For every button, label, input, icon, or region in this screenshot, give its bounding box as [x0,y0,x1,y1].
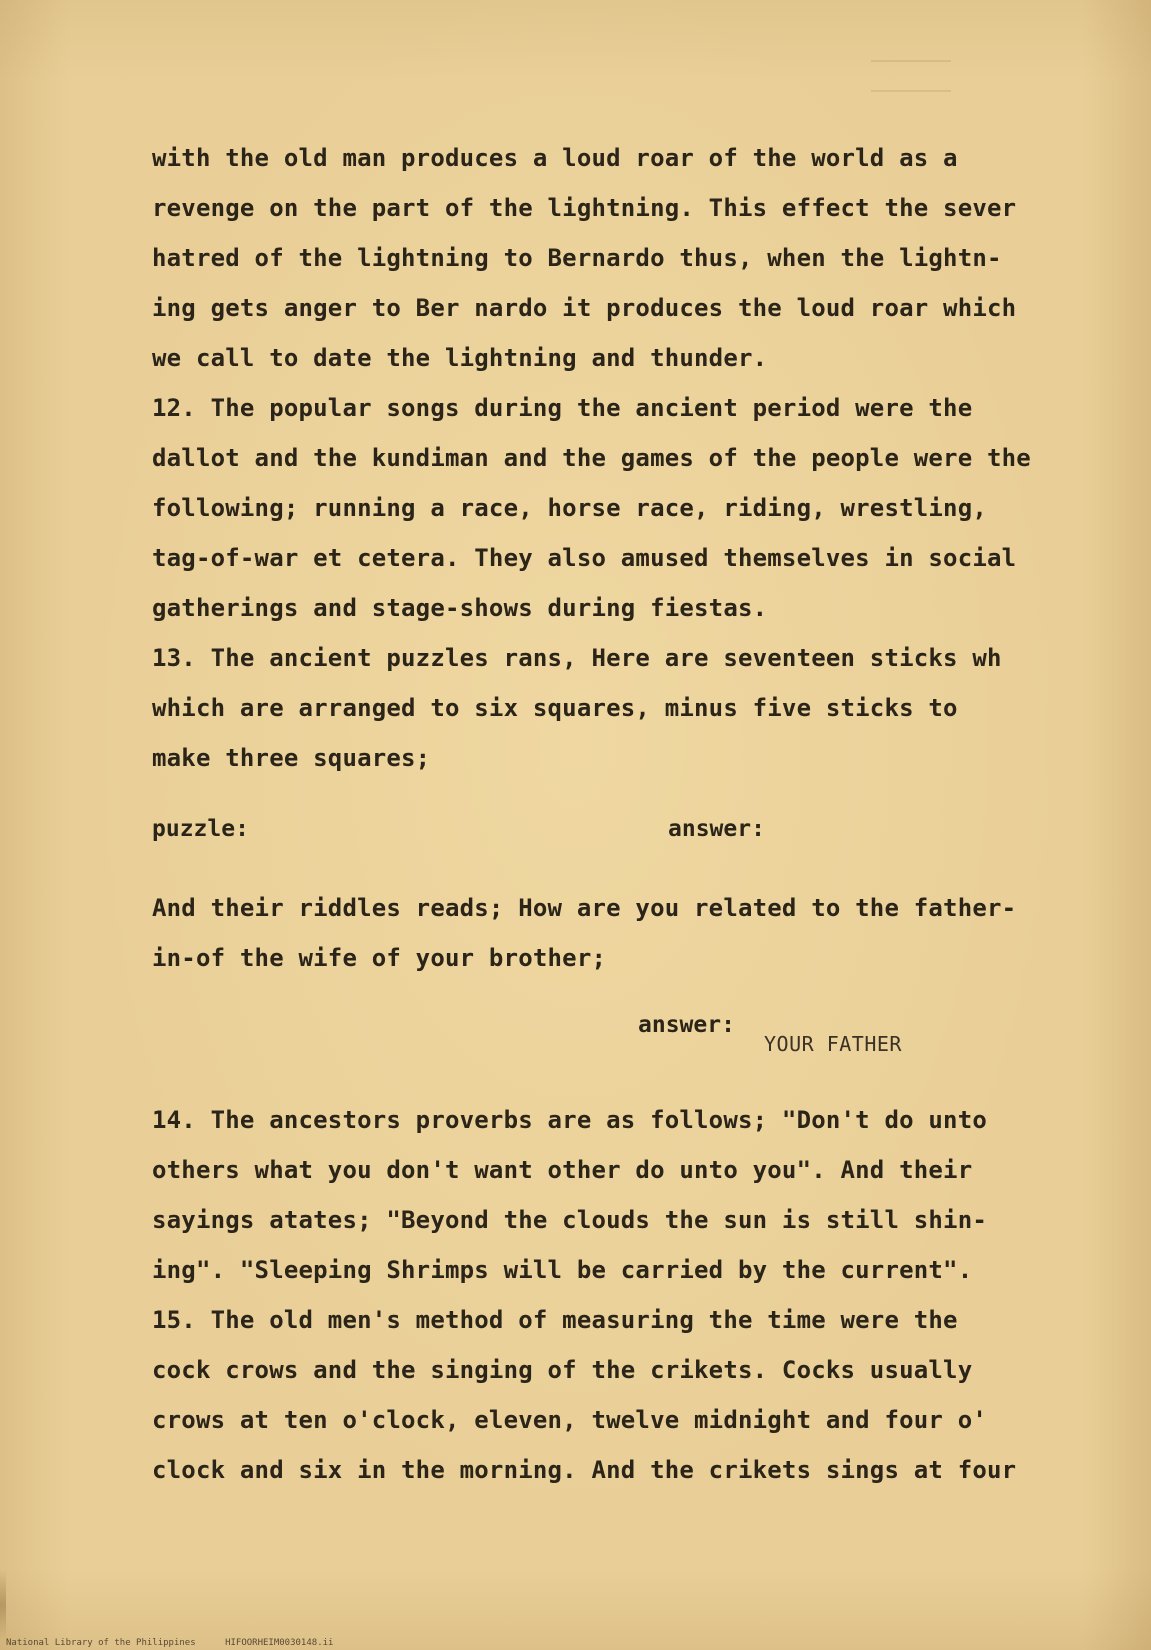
text-line: ing gets anger to Ber nardo it produces the loud roar which [152,294,1017,322]
text-line: sayings atates; "Beyond the clouds the sun is still shin- [152,1206,988,1234]
text-line: clock and six in the morning. And the crikets sings at four [152,1456,1017,1484]
riddle-line: And their riddles reads; How are you related to the father- [152,894,1017,922]
text-line: 15. The old men's method of measuring the time were the [152,1306,958,1334]
riddle-line: in-of the wife of your brother; [152,944,607,972]
footer-code: HIFOORHEIM0030148.ii [225,1638,334,1648]
text-line: which are arranged to six squares, minus five sticks to [152,694,958,722]
bleed-through-mark [871,60,951,92]
text-line: 14. The ancestors proverbs are as follows; "Don't do unto [152,1106,988,1134]
text-line: dallot and the kundiman and the games of the people were the [152,444,1031,472]
text-line: make three squares; [152,744,431,772]
text-line: 12. The popular songs during the ancient period were the [152,394,973,422]
text-line: we call to date the lightning and thunder. [152,344,768,372]
riddle-answer-label: answer: [638,1012,735,1038]
puzzle-label: puzzle: [152,816,249,842]
text-line: others what you don't want other do unto you". And their [152,1156,973,1184]
text-line: hatred of the lightning to Bernardo thus, when the lightn- [152,244,1002,272]
text-line: crows at ten o'clock, eleven, twelve midnight and four o' [152,1406,988,1434]
text-line: 13. The ancient puzzles rans, Here are seventeen sticks wh [152,644,1002,672]
footer-library: National Library of the Philippines [6,1638,196,1648]
text-line: gatherings and stage-shows during fiestas. [152,594,768,622]
text-line: tag-of-war et cetera. They also amused themselves in social [152,544,1017,572]
riddle-answer: YOUR FATHER [764,1032,902,1056]
text-line: ing". "Sleeping Shrimps will be carried by the current". [152,1256,973,1284]
text-line: cock crows and the singing of the crikets. Cocks usually [152,1356,973,1384]
text-line: with the old man produces a loud roar of the world as a [152,144,958,172]
binding-edge-mark [0,1570,6,1640]
puzzle-answer-label: answer: [668,816,765,842]
footer-stamp [6,1639,357,1648]
text-line: following; running a race, horse race, riding, wrestling, [152,494,988,522]
text-line: revenge on the part of the lightning. This effect the sever [152,194,1017,222]
